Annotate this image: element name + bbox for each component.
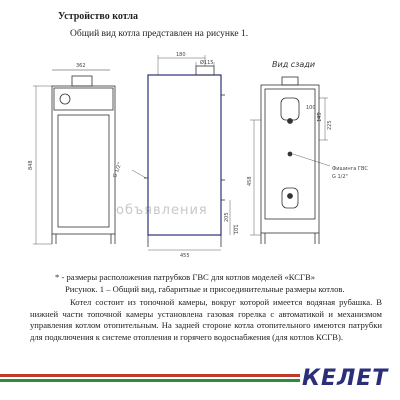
dim-205: 205 <box>224 212 230 222</box>
dim-g12-left: G 1/2" <box>112 161 124 179</box>
dim-458: 458 <box>247 176 253 186</box>
figure-notes <box>55 271 385 295</box>
dim-g12-right: G 1/2" <box>332 174 348 180</box>
body-paragraph: Котел состоит из топочной камеры, вокруг которой имеется водяная рубашка. В нижней части топочной камеры установлена газовая горелка с автоматикой и механизмом управления котлом отопительным. На задней стороне котла отопительного имеются патрубки для подключения к системе отопления и горячего водоснабжения (для котлов КСГВ). <box>30 297 382 342</box>
dim-100: 100 <box>306 105 316 111</box>
dim-362: 362 <box>76 63 86 69</box>
dim-180: 180 <box>176 52 186 58</box>
watermark-text: объявления <box>116 203 208 218</box>
intro-text: Общий вид котла представлен на рисунке 1. <box>70 29 249 39</box>
dim-101: 101 <box>234 224 240 234</box>
dim-115: Ø115 <box>200 60 214 66</box>
dim-455: 455 <box>180 253 190 259</box>
stripe-green <box>0 379 300 382</box>
stripe-white <box>0 377 300 379</box>
rear-view-label: Вид сзади <box>272 60 316 69</box>
figure-footnote: * - размеры расположения патрубков ГВС для котлов моделей «КСГВ» <box>55 272 316 282</box>
brand-logo: КЕЛЕТ <box>302 366 389 391</box>
stripe-red <box>0 374 300 377</box>
dim-145: 145 <box>317 112 323 122</box>
figure-caption: Рисунок. 1 – Общий вид, габаритные и присоединительные размеры котлов. <box>65 284 345 294</box>
dim-848: 848 <box>28 160 34 170</box>
section-heading: Устройство котла <box>58 11 139 22</box>
brand-stripes <box>0 366 300 390</box>
side-view <box>132 55 234 250</box>
front-view <box>33 70 115 244</box>
dim-225: 225 <box>327 120 333 130</box>
rear-view <box>250 77 330 244</box>
fitting-label: Фишинга ГВС <box>332 166 368 172</box>
